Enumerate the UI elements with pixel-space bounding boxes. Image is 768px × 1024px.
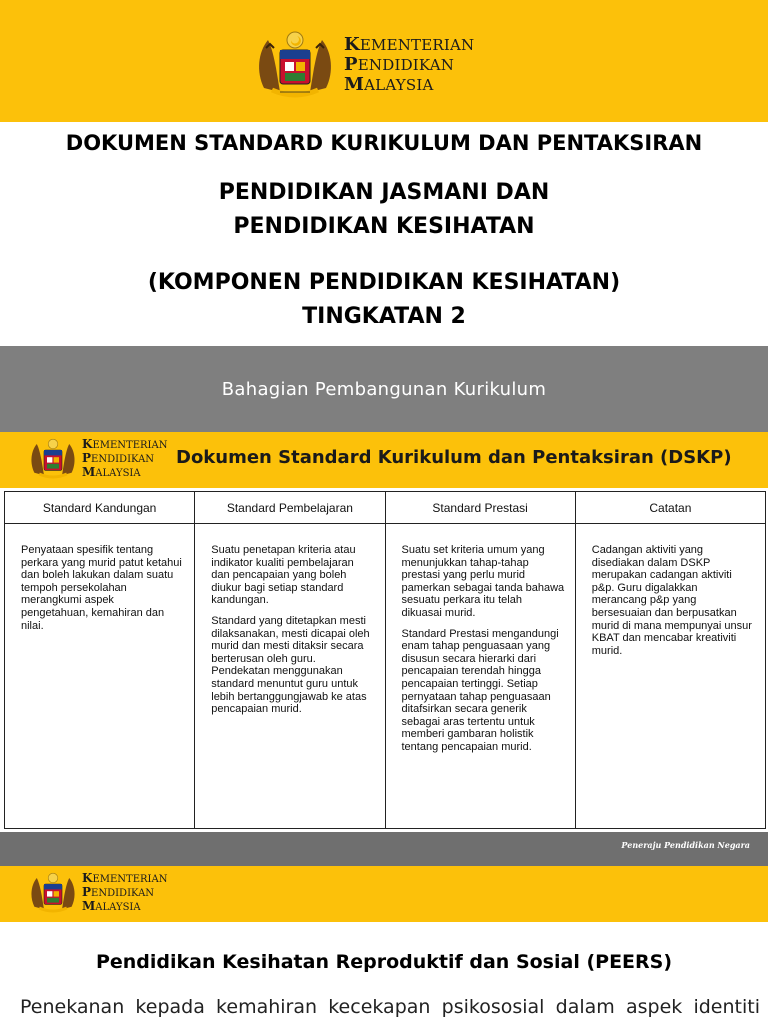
column-body [576, 524, 765, 671]
ministry-name [344, 35, 474, 95]
subject-title-line-2: PENDIDIKAN KESIHATAN [233, 214, 535, 239]
ministry-line-2: PENDIDIKAN [82, 451, 155, 465]
column-header: Catatan [576, 492, 765, 524]
column-catatan [576, 492, 765, 828]
column-paragraph: Penyataan spesifik tentang perkara yang murid patut ketahui dan boleh lakukan dalam suatu tempoh persekolahan merangkumi aspek pengetahuan, kemahiran dan nilai. [21, 544, 182, 632]
coat-of-arms-icon [250, 28, 340, 102]
dskp-table [4, 491, 766, 829]
column-body [386, 524, 575, 768]
column-standard-kandungan [5, 492, 195, 828]
column-paragraph: Suatu penetapan kriteria atau indikator kualiti pembelajaran dan pencapaian yang boleh diukur bagi setiap standard kandungan. [211, 544, 356, 607]
ministry-line-2: PENDIDIKAN [82, 885, 155, 899]
column-paragraph: Standard Prestasi mengandungi enam tahap penguasaan yang disusun secara hierarki dari pencapaian terendah hingga pencapaian tertinggi. Setiap pernyataan tahap penguasaan ditafsirkan secara generik sebagai aras tertentu untuk memberi gambaran holistik tentang pencapaian murid. [401, 627, 559, 753]
coat-of-arms-icon [26, 870, 80, 916]
division-band [0, 346, 768, 432]
ministry-line-1: KEMENTERIAN [344, 34, 475, 55]
ministry-logo-small [26, 870, 167, 916]
column-header: Standard Kandungan [5, 492, 194, 524]
coat-of-arms-icon [26, 436, 80, 482]
document-title: DOKUMEN STANDARD KURIKULUM DAN PENTAKSIRAN [65, 131, 703, 155]
column-paragraph: Standard yang ditetapkan mesti dilaksanakan, mesti dicapai oleh murid dan mesti ditaksir secara berterusan oleh guru. Pendekatan menggunakan standard menuntut guru untuk lebih bertanggungjawab ke atas pencapaian murid. [211, 614, 370, 716]
ministry-logo [250, 26, 475, 104]
column-standard-prestasi [386, 492, 576, 828]
column-header: Standard Prestasi [386, 492, 575, 524]
component-title [0, 266, 768, 334]
ministry-line-2: PENDIDIKAN [344, 54, 455, 75]
peers-body-text: Penekanan kepada kemahiran kecekapan psikososial dalam aspek identiti [20, 996, 760, 1018]
motto-text: Peneraju Pendidikan Negara [621, 840, 750, 850]
component-title-line-1: (KOMPONEN PENDIDIKAN KESIHATAN) [147, 270, 621, 295]
dskp-title: Dokumen Standard Kurikulum dan Pentaksiran (DSKP) [176, 447, 732, 468]
ministry-name-small [82, 872, 167, 914]
subject-title [0, 176, 768, 244]
column-body [5, 524, 194, 646]
ministry-line-3: MALAYSIA [82, 465, 141, 479]
column-body [195, 524, 384, 730]
column-header: Standard Pembelajaran [195, 492, 384, 524]
ministry-logo-small [26, 436, 167, 482]
ministry-line-3: MALAYSIA [344, 74, 434, 95]
ministry-name-small [82, 438, 167, 480]
peers-title: Pendidikan Kesihatan Reproduktif dan Sosial (PEERS) [95, 951, 673, 973]
ministry-line-1: KEMENTERIAN [82, 437, 168, 451]
form-level-title: TINGKATAN 2 [302, 304, 466, 329]
column-paragraph: Cadangan aktiviti yang disediakan dalam DSKP merupakan cadangan aktiviti p&p. Guru digalakkan merancang p&p yang bersesuaian dan berpusatkan murid di mana mempunyai unsur KBAT dan mencabar kreativiti murid. [591, 544, 752, 657]
subject-title-line-1: PENDIDIKAN JASMANI DAN [218, 180, 550, 205]
ministry-line-3: MALAYSIA [82, 899, 141, 913]
division-name: Bahagian Pembangunan Kurikulum [221, 378, 547, 400]
column-standard-pembelajaran [195, 492, 385, 828]
ministry-line-1: KEMENTERIAN [82, 871, 168, 885]
column-paragraph: Suatu set kriteria umum yang menunjukkan tahap-tahap prestasi yang perlu murid pamerkan sebagai tanda bahawa sesuatu perkara itu telah dikuasai murid. [401, 544, 565, 619]
